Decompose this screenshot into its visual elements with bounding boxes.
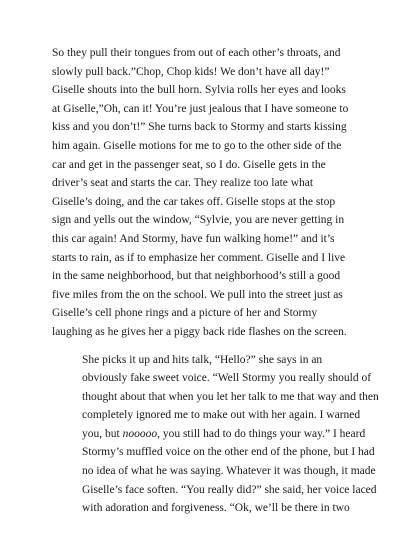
text-line: kiss and you don’t!” She turns back to Stormy and starts kissing xyxy=(52,121,347,134)
text-line: at Giselle,”Oh, can it! You’re just jealous that I have someone to xyxy=(52,102,349,115)
text-line: So they pull their tongues from out of each other’s throats, and xyxy=(52,47,341,59)
paragraph-2 xyxy=(52,351,382,518)
text-line: Giselle’s face soften. “You really did?” she said, her voice laced xyxy=(82,483,377,496)
text-segment: , you still had to do things your way.” I heard xyxy=(157,427,366,440)
text-line: in the same neighborhood, but that neighborhood’s still a good xyxy=(52,270,341,283)
text-line: laughing as he gives her a piggy back ride flashes on the screen. xyxy=(52,325,347,338)
text-line: him again. Giselle motions for me to go to the other side of the xyxy=(52,139,342,152)
text-line: car and get in the passenger seat, so I do. Giselle gets in the xyxy=(52,158,326,171)
text-line: with adoration and forgiveness. “Ok, we’ll be there in two xyxy=(82,502,350,515)
text-line: sign and yells out the window, “Sylvie, you are never getting in xyxy=(52,214,345,227)
text-line-with-emphasis xyxy=(52,425,382,444)
text-line: Giselle’s cell phone rings and a picture of her and Stormy xyxy=(52,307,318,320)
text-line: Giselle shouts into the bull horn. Sylvia rolls her eyes and looks xyxy=(52,84,346,97)
text-line: no idea of what he was saying. Whatever it was though, it made xyxy=(82,465,376,478)
text-line: obviously fake sweet voice. “Well Stormy you really should of xyxy=(82,372,372,385)
text-line: Stormy’s muffled voice on the other end of the phone, but I had xyxy=(82,446,375,459)
paragraph-1 xyxy=(52,44,382,342)
text-line: completely ignored me to make out with her again. I warned xyxy=(82,409,361,422)
text-line: thought about that when you let her talk to me that way and then xyxy=(82,390,379,403)
text-line: She picks it up and hits talk, “Hello?” she says in an xyxy=(82,353,323,366)
text-line: slowly pull back.”Chop, Chop kids! We don’t have all day!” xyxy=(52,65,330,78)
text-line: starts to rain, as if to emphasize her comment. Giselle and I live xyxy=(52,251,346,264)
text-line: five miles from the on the school. We pull into the street just as xyxy=(52,288,343,301)
text-line: Giselle’s doing, and the car takes off. Giselle stops at the stop xyxy=(52,195,336,208)
text-segment: you, but xyxy=(82,427,123,440)
emphasized-word: nooooo xyxy=(122,427,158,440)
text-line: this car again! And Stormy, have fun walking home!” and it’s xyxy=(52,232,335,245)
text-line: driver’s seat and starts the car. They realize too late what xyxy=(52,177,314,190)
